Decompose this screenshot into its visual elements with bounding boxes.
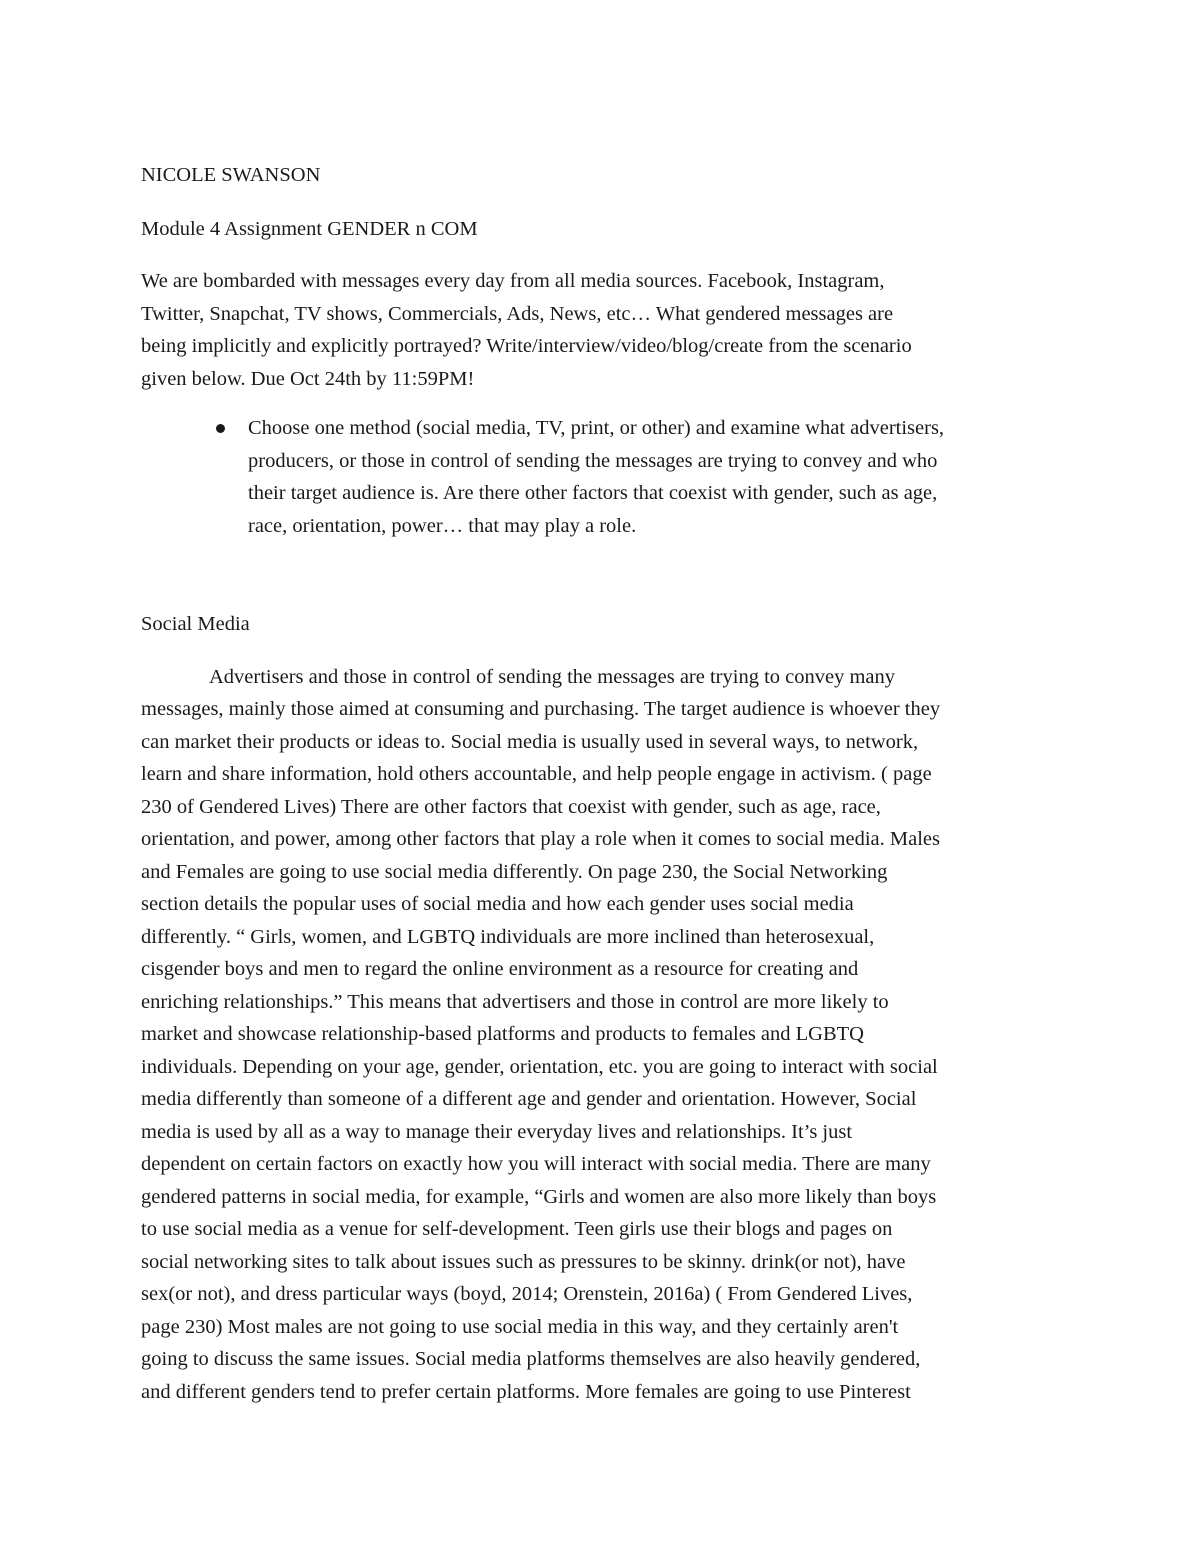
prompt-line: We are bombarded with messages every day from all media sources. Facebook, Instagram, — [141, 270, 885, 292]
document-page — [141, 155, 1066, 1408]
assignment-prompt — [141, 265, 1066, 395]
prompt-line: being implicitly and explicitly portrayed? Write/interview/video/blog/create from the scenario — [141, 335, 912, 357]
assignment-title: Module 4 Assignment GENDER n COM — [141, 217, 478, 240]
body-paragraph — [141, 661, 1066, 1409]
bullet-line: their target audience is. Are there other factors that coexist with gender, such as age, — [248, 482, 938, 504]
bullet-line: race, orientation, power… that may play a role. — [248, 514, 637, 537]
body-line: media differently than someone of a different age and gender and orientation. However, Social — [141, 1088, 917, 1110]
body-line: social networking sites to talk about issues such as pressures to be skinny. drink(or not), have — [141, 1250, 906, 1273]
bullet-icon — [216, 424, 225, 433]
body-line: gendered patterns in social media, for example, “Girls and women are also more likely than boys — [141, 1185, 937, 1208]
body-line: and Females are going to use social media differently. On page 230, the Social Networking — [141, 860, 888, 883]
body-line: learn and share information, hold others accountable, and help people engage in activism. ( page — [141, 763, 932, 785]
body-line: to use social media as a venue for self-development. Teen girls use their blogs and pages on — [141, 1218, 893, 1240]
prompt-line: given below. Due Oct 24th by 11:59PM! — [141, 367, 475, 390]
body-line: dependent on certain factors on exactly how you will interact with social media. There are many — [141, 1153, 931, 1175]
bullet-item — [141, 412, 1066, 542]
bullet-line: Choose one method (social media, TV, print, or other) and examine what advertisers, — [248, 417, 945, 439]
body-line: market and showcase relationship-based platforms and products to females and LGBTQ — [141, 1023, 864, 1045]
prompt-line: Twitter, Snapchat, TV shows, Commercials, Ads, News, etc… What gendered messages are — [141, 302, 894, 325]
body-line: cisgender boys and men to regard the online environment as a resource for creating and — [141, 958, 859, 980]
body-line: messages, mainly those aimed at consuming and purchasing. The target audience is whoever they — [141, 698, 941, 720]
body-line: Advertisers and those in control of sending the messages are trying to convey many — [209, 665, 896, 688]
section-heading: Social Media — [141, 613, 250, 635]
author-name: NICOLE SWANSON — [141, 164, 321, 186]
body-line: and different genders tend to prefer certain platforms. More females are going to use Pinterest — [141, 1380, 911, 1403]
body-line: media is used by all as a way to manage their everyday lives and relationships. It’s just — [141, 1120, 853, 1143]
body-line: individuals. Depending on your age, gender, orientation, etc. you are going to interact with social — [141, 1055, 938, 1078]
body-line: sex(or not), and dress particular ways (boyd, 2014; Orenstein, 2016a) ( From Gendered Lives, — [141, 1283, 913, 1305]
body-line: section details the popular uses of social media and how each gender uses social media — [141, 893, 854, 915]
body-line: can market their products or ideas to. Social media is usually used in several ways, to network, — [141, 730, 919, 753]
body-line: page 230) Most males are not going to use social media in this way, and they certainly aren't — [141, 1315, 899, 1338]
body-line: 230 of Gendered Lives) There are other factors that coexist with gender, such as age, race, — [141, 795, 881, 818]
body-line: going to discuss the same issues. Social media platforms themselves are also heavily gendered, — [141, 1348, 921, 1370]
body-line: differently. “ Girls, women, and LGBTQ individuals are more inclined than heterosexual, — [141, 925, 875, 948]
body-line: enriching relationships.” This means that advertisers and those in control are more likely to — [141, 990, 889, 1013]
bullet-line: producers, or those in control of sending the messages are trying to convey and who — [248, 449, 938, 472]
body-line: orientation, and power, among other factors that play a role when it comes to social media. Males — [141, 828, 940, 850]
